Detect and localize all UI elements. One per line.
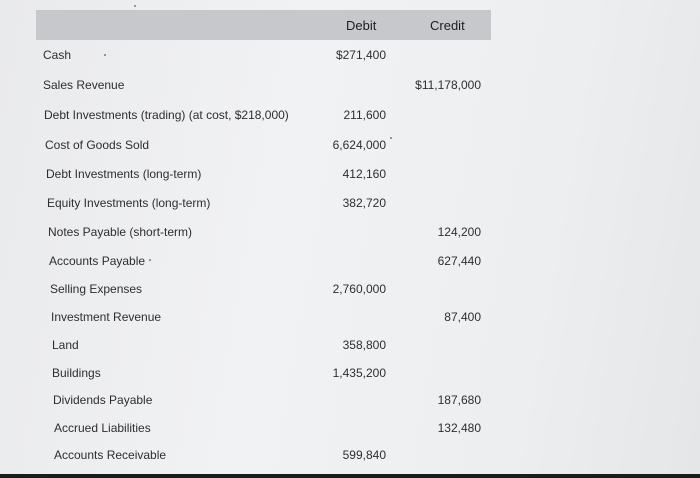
account-name: Equity Investments (long-term) (47, 196, 211, 210)
account-name: Accrued Liabilities (54, 421, 151, 435)
credit-amount: 187,680 (437, 393, 481, 407)
table-row (36, 421, 491, 441)
debit-amount: $271,400 (335, 48, 386, 62)
account-name: Cost of Goods Sold (45, 138, 150, 152)
debit-amount: 412,160 (342, 167, 386, 181)
table-row (36, 78, 491, 98)
table-header (36, 10, 491, 40)
account-name: Investment Revenue (51, 310, 162, 324)
account-name: Dividends Payable (53, 393, 153, 407)
table-row (36, 448, 491, 468)
table-row (36, 366, 491, 386)
dust-speck (134, 5, 136, 7)
account-name: Cash (43, 48, 72, 62)
account-name: Debt Investments (long-term) (46, 167, 202, 181)
table-row (36, 225, 491, 245)
account-name: Accounts Payable (49, 254, 146, 268)
table-row (36, 338, 491, 358)
account-name: Buildings (52, 366, 101, 380)
dust-speck (390, 137, 392, 139)
debit-amount: 211,600 (343, 108, 386, 122)
table-row (36, 310, 491, 330)
trial-balance-table (36, 10, 491, 475)
table-row (36, 138, 491, 158)
account-name: Selling Expenses (50, 282, 143, 296)
table-row (36, 167, 491, 187)
credit-amount: 132,480 (437, 421, 481, 435)
debit-amount: 358,800 (342, 338, 386, 352)
table-row (36, 282, 491, 302)
account-name: Sales Revenue (43, 78, 125, 92)
debit-column-header: Debit (346, 18, 377, 33)
credit-amount: 87,400 (444, 310, 481, 324)
dust-speck (149, 259, 151, 261)
dust-speck (104, 54, 106, 56)
debit-amount: 599,840 (342, 448, 386, 462)
account-name: Accounts Receivable (54, 448, 167, 462)
credit-amount: $11,178,000 (415, 78, 481, 92)
account-name: Notes Payable (short-term) (48, 225, 193, 239)
credit-amount: 124,200 (437, 225, 481, 239)
credit-column-header: Credit (430, 18, 465, 33)
debit-amount: 2,760,000 (332, 282, 386, 296)
table-row (36, 196, 491, 216)
debit-amount: 6,624,000 (332, 138, 386, 152)
account-name: Land (52, 338, 79, 352)
table-row (36, 48, 491, 68)
debit-amount: 1,435,200 (332, 366, 386, 380)
photo-bottom-edge (0, 474, 700, 478)
credit-amount: 627,440 (437, 254, 481, 268)
debit-amount: 382,720 (342, 196, 386, 210)
table-row (36, 393, 491, 413)
account-name: Debt Investments (trading) (at cost, $218,000) (44, 108, 289, 122)
table-row (36, 254, 491, 274)
table-row (36, 108, 491, 128)
